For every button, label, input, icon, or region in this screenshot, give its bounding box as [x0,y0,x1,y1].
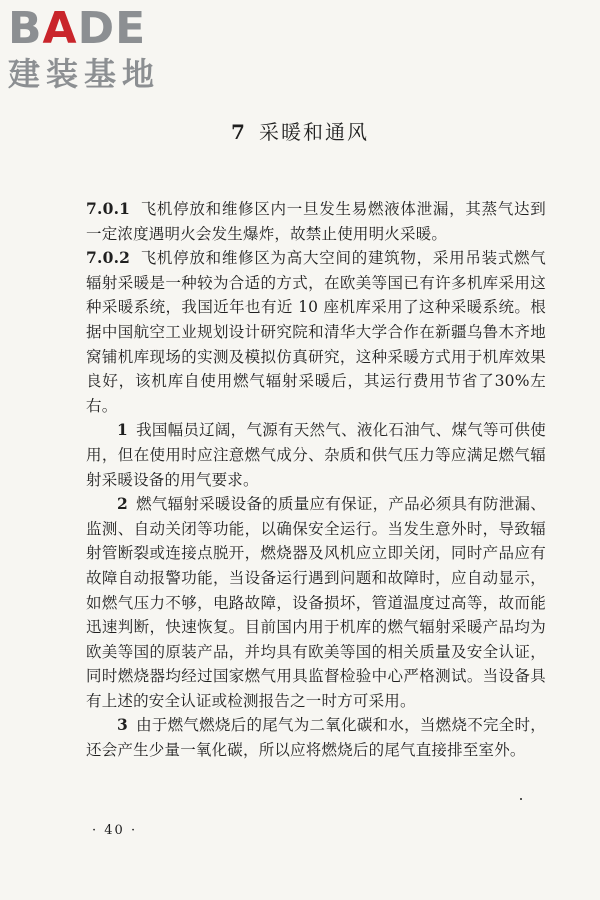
item-number: 2 [117,494,128,514]
item-text: 我国幅员辽阔，气源有天然气、液化石油气、煤气等可供使用，但在使用时应注意燃气成分、杂质和供气压力等应满足燃气辐射采暖设备的用气要求。 [86,421,546,489]
clause-paragraph [86,246,546,418]
item-paragraph [86,492,546,713]
item-paragraph [86,418,546,492]
item-number: 1 [117,420,128,440]
publisher-logo [8,4,178,92]
clause-number: 7.0.1 [86,199,131,218]
logo-brand: BADE [8,3,147,54]
clause-number: 7.0.2 [86,248,131,268]
item-number: 3 [117,715,128,735]
clause-text: 飞机停放和维修区内一旦发生易燃液体泄漏，其蒸气达到一定浓度遇明火会发生爆炸，故禁止使用明火采暖。 [86,200,546,243]
logo-subtitle: 建装基地 [8,55,161,93]
chapter-number: 7 [231,120,247,144]
scan-speck [520,798,522,800]
chapter-name: 采暖和通风 [258,120,369,144]
item-text: 燃气辐射采暖设备的质量应有保证，产品必须具有防泄漏、监测、自动关闭等功能，以确保安全运行。当发生意外时，导致辐射管断裂或连接点脱开，燃烧器及风机应立即关闭，同时产品应有故障自动报警功能，当设备运行遇到问题和故障时，应自动显示，如燃气压力不够，电路故障，设备损坏，管道温度过高等，故而能迅速判断，快速恢复。目前国内用于机库的燃气辐射采暖产品均为欧美等国的原装产品，并均具有欧美等国的相关质量及安全认证，同时燃烧器均经过国家燃气用具监督检验中心严格测试。当设备具有上述的安全认证或检测报告之一时方可采用。 [86,495,546,710]
clause-text: 飞机停放和维修区为高大空间的建筑物，采用吊装式燃气辐射采暖是一种较为合适的方式，在欧美等国已有许多机库采用这种采暖系统，我国近年也有近 10 座机库采用了这种采暖系统。根据中国航空工业规划设计研究院和清华大学合作在新疆乌鲁木齐地窝铺机库现场的实测及模拟仿真研究，这种采暖方式用于机库效果良好，该机库自使用燃气辐射采暖后，其运行费用节省了30%左右。 [86,249,546,415]
body-text [86,197,546,763]
page-number: · 40 · [92,823,138,838]
clause-paragraph [86,197,546,246]
chapter-title [0,116,600,145]
item-paragraph [86,713,546,762]
item-text: 由于燃气燃烧后的尾气为二氧化碳和水，当燃烧不完全时，还会产生少量一氧化碳，所以应将燃烧后的尾气直接排至室外。 [86,716,546,760]
